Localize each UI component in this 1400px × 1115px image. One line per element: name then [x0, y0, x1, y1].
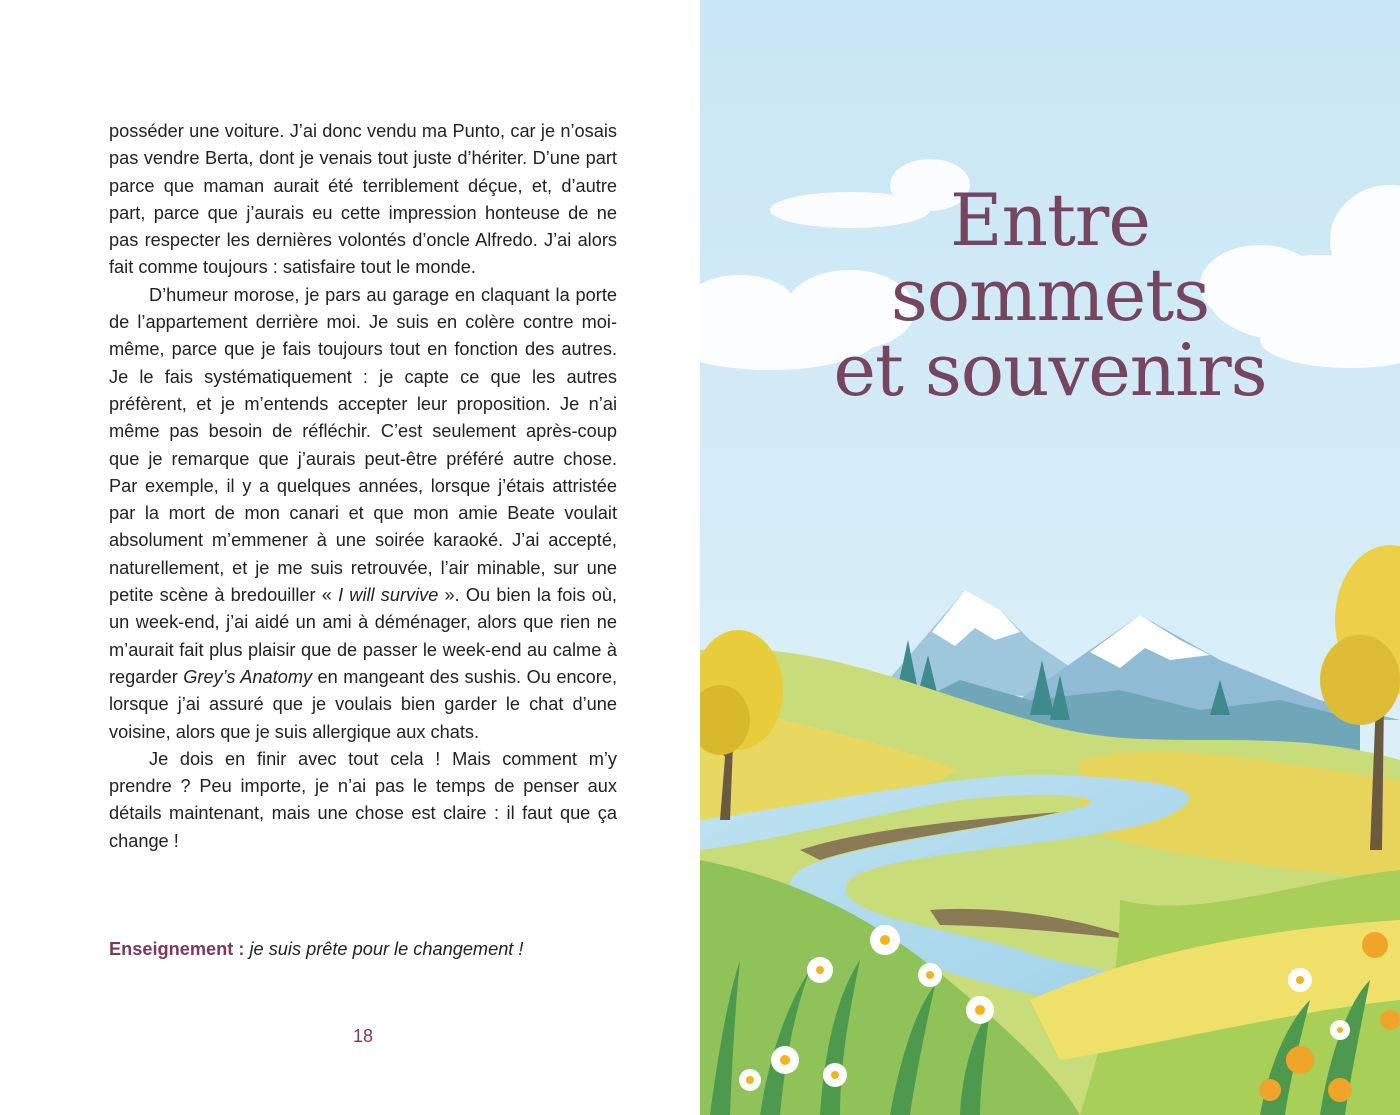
paragraph-text: en mangeant des sushis. Ou encore, lorsque j’ai assuré que je voulais bien garder le chat d’une voisine, alors que je suis allergique aux chats. [109, 666, 617, 742]
right-page [700, 0, 1400, 1115]
lesson-text: je suis prête pour le changement ! [249, 939, 524, 959]
page-number: 18 [352, 1026, 374, 1046]
paragraph-text: D’humeur morose, je pars au garage en claquant la porte de l’appartement derrière moi. Je suis en colère contre moi-même, parce que je fais toujours tout en fonction des autres. Je le fais systématiquement : je capte ce que les autres préfèrent, et je m’entends accepter leur proposition. Je n’ai même pas besoin de réfléchir. C’est seulement après-coup que je remarque que j’aurais peut-être préféré autre chose. Par exemple, il y a quelques années, lorsque j’étais attristée par la mort de mon canari et que mon amie Beate voulait absolument m’emmener à une soirée karaoké. J’ai accepté, naturellement, et je me suis retrouvée, l’air minable, sur une petite scène à bredouiller « [109, 284, 617, 606]
title-line-3: et souvenirs [833, 328, 1267, 412]
italic-title: I will survive [338, 585, 439, 606]
lesson-label: Enseignement : [109, 939, 245, 959]
paragraph-text: posséder une voiture. J’ai donc vendu ma Punto, car je n’osais pas vendre Berta, dont je venais tout juste d’hériter. D’une part parce que maman aurait été terriblement déçue, et, d’autre part, parce que j’aurais eu cette impression honteuse de ne pas respecter les dernières volontés d’oncle Alfredo. J’ai alors fait comme toujours : satisfaire tout le monde. [109, 121, 617, 278]
landscape-illustration [700, 0, 1400, 1115]
title-line-2: sommets [890, 253, 1210, 337]
title-line-1: Entre [950, 178, 1150, 262]
paragraph [109, 282, 617, 746]
chapter-title [700, 178, 1400, 412]
italic-title: Grey’s Anatomy [183, 666, 313, 687]
lesson-line [109, 936, 669, 963]
body-text [109, 118, 617, 855]
paragraph-text: Je dois en finir avec tout cela ! Mais comment m’y prendre ? Peu importe, je n’ai pas le temps de penser aux détails maintenant, mais une chose est claire : il faut que ça change ! [109, 748, 617, 851]
paragraph-text: ». Ou bien la fois où, un week-end, j’ai aidé un ami à déménager, alors que rien ne m’aurait fait plus plaisir que de passer le week-end au calme à regarder [109, 585, 617, 687]
paragraph [109, 118, 617, 282]
paragraph [109, 746, 617, 855]
